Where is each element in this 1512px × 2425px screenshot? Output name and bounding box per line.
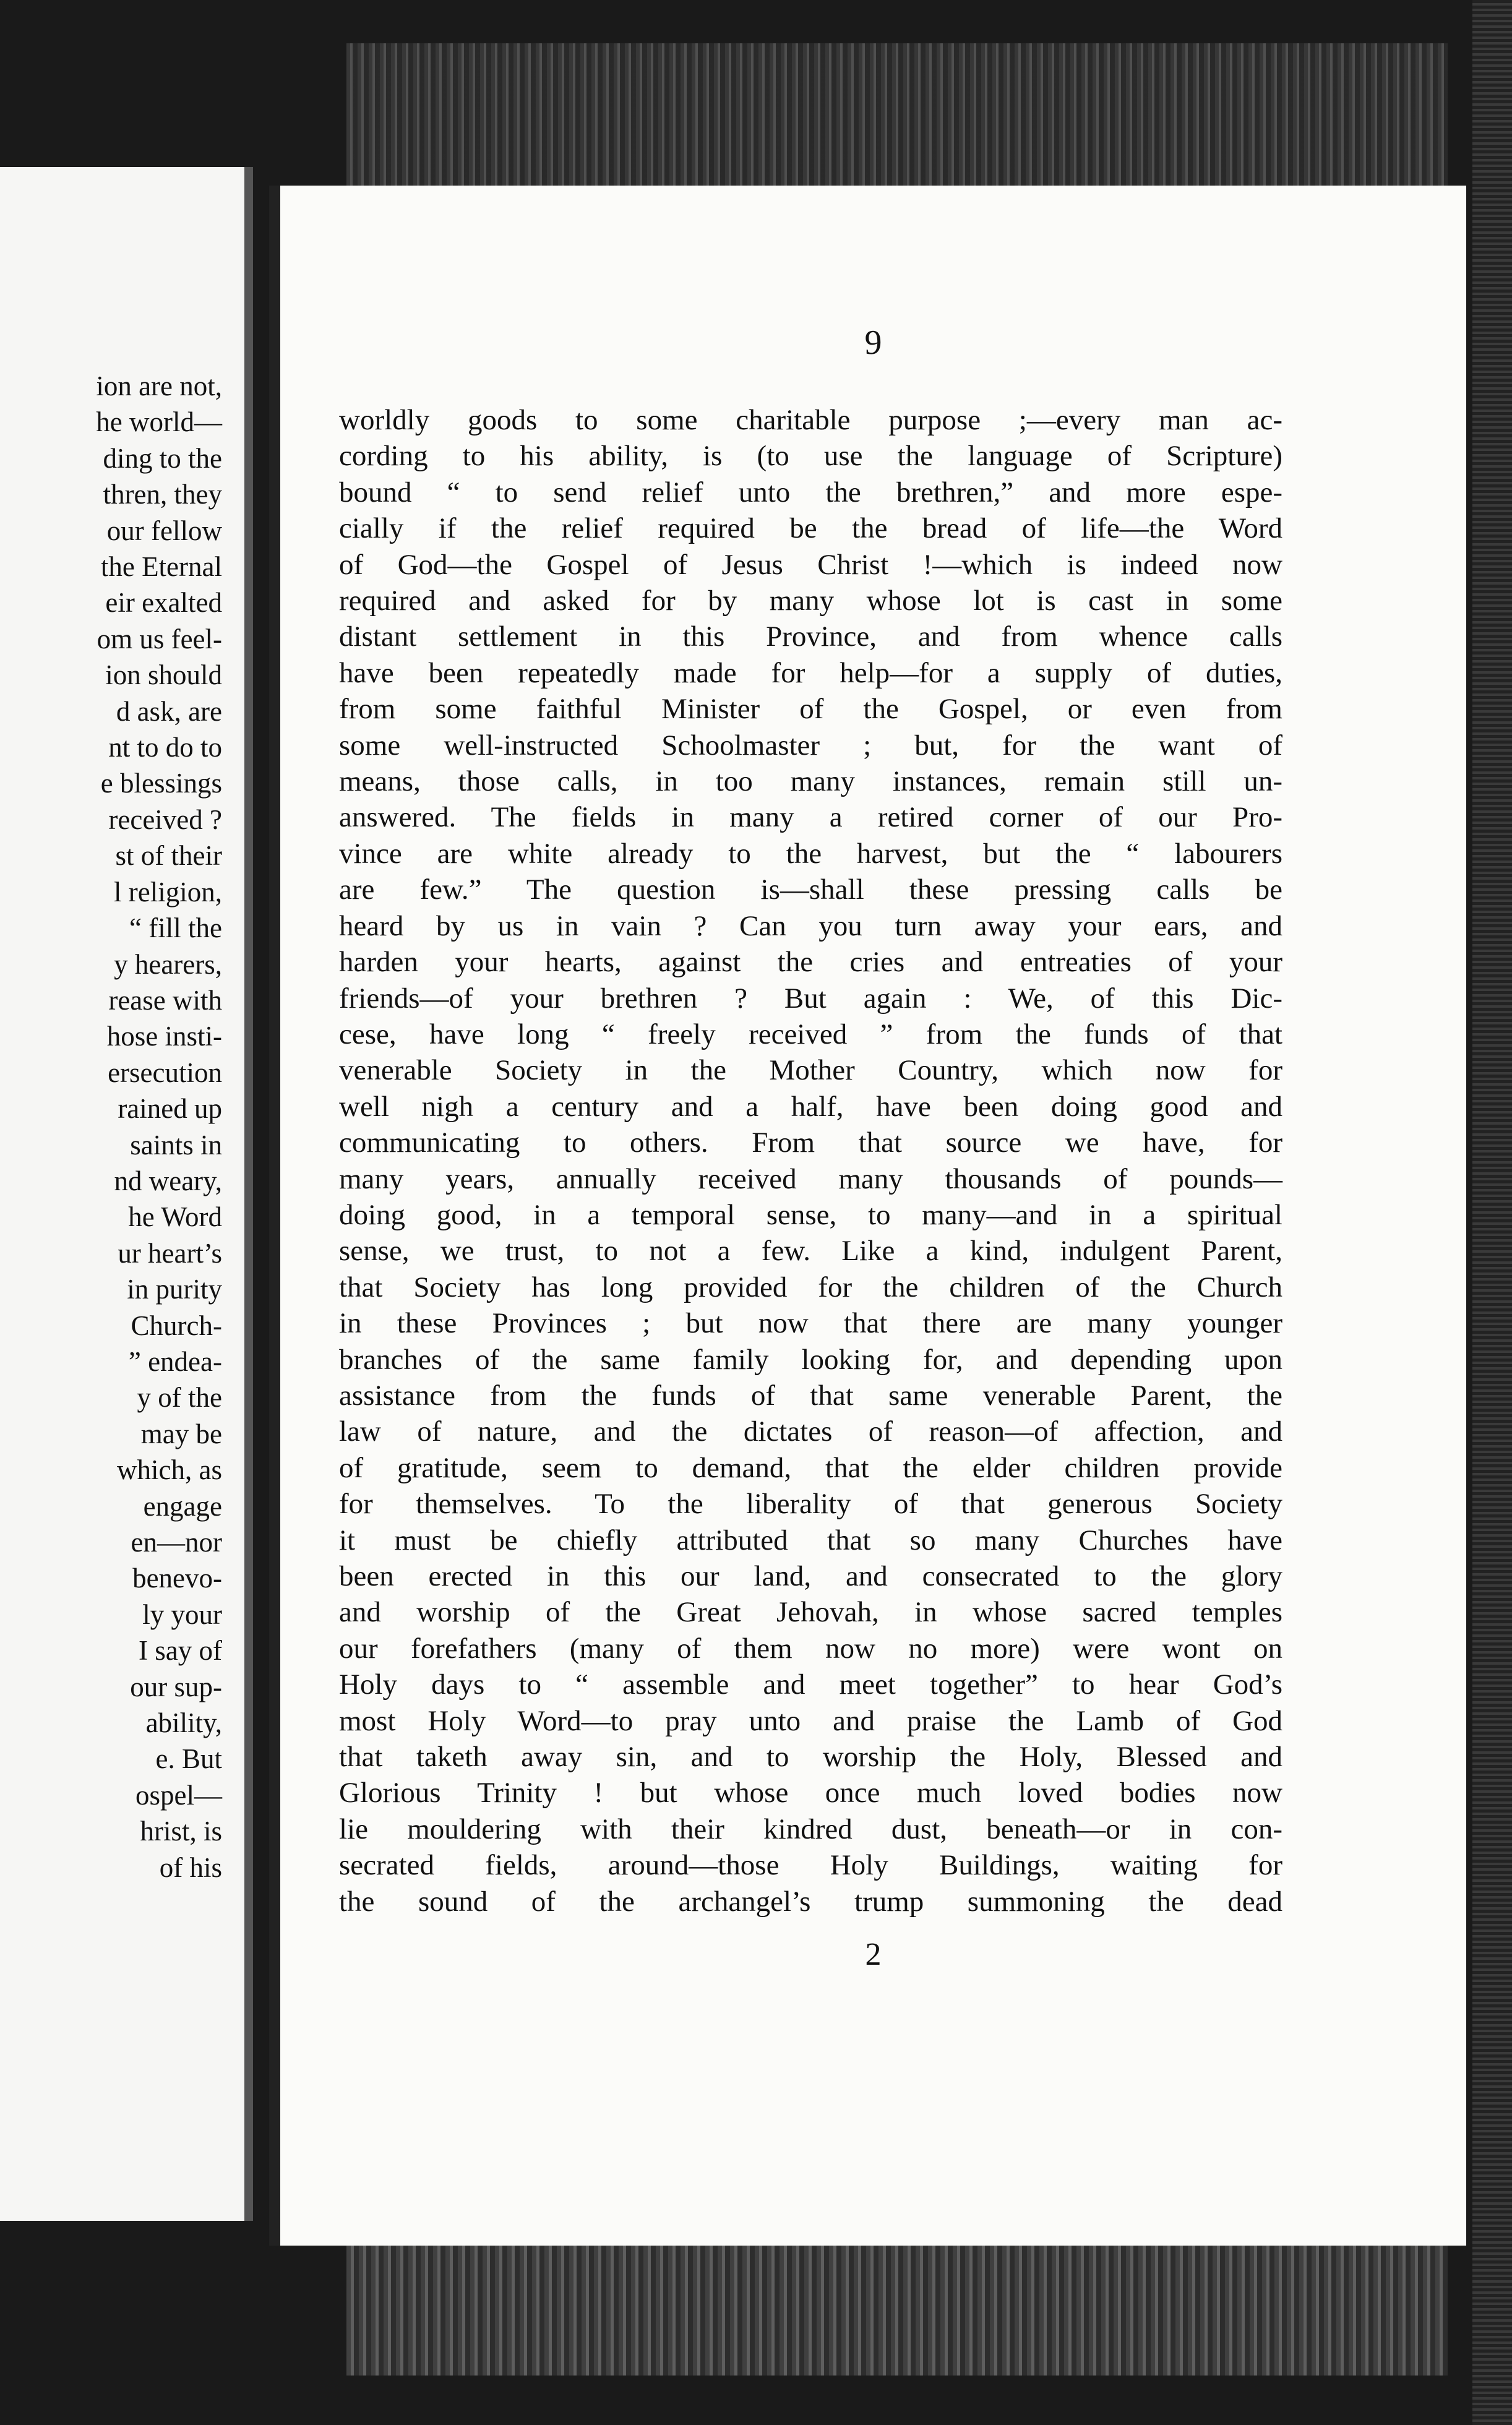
facing-text-line: which, as: [117, 1454, 222, 1486]
facing-text-line: ur heart’s: [118, 1237, 222, 1269]
facing-page-text: [96, 368, 222, 1886]
text-line: have been repeatedly made for help—for a supply of duties,: [339, 656, 1282, 689]
text-line: answered. The fields in many a retired corner of our Pro-: [339, 801, 1282, 834]
text-line: assistance from the funds of that same venerable Parent, the: [339, 1379, 1282, 1412]
facing-text-line: e. But: [155, 1743, 222, 1775]
text-line: bound “ to send relief unto the brethren,” and more espe-: [339, 476, 1282, 509]
text-line: secrated fields, around—those Holy Buildings, waiting for: [339, 1849, 1282, 1882]
facing-text-line: may be: [140, 1418, 222, 1449]
text-line: that Society has long provided for the children of the Church: [339, 1271, 1282, 1303]
text-line: law of nature, and the dictates of reason—of affection, and: [339, 1415, 1282, 1448]
text-line: venerable Society in the Mother Country, which now for: [339, 1054, 1282, 1087]
text-line: harden your hearts, against the cries and entreaties of your: [339, 946, 1282, 979]
facing-text-line: I say of: [139, 1635, 222, 1667]
text-line: required and asked for by many whose lot is cast in some: [339, 585, 1282, 617]
facing-text-line: the Eternal: [100, 551, 222, 583]
facing-page-left: [0, 167, 253, 2221]
text-line: of God—the Gospel of Jesus Christ !—which is indeed now: [339, 548, 1282, 581]
text-line: communicating to others. From that source we have, for: [339, 1127, 1282, 1159]
facing-text-line: nt to do to: [108, 732, 222, 763]
text-line: means, those calls, in too many instances, remain still un-: [339, 765, 1282, 798]
text-line: Holy days to “ assemble and meet together” to hear God’s: [339, 1668, 1282, 1701]
facing-text-line: ion should: [105, 659, 222, 691]
text-line: for themselves. To the liberality of that generous Society: [339, 1488, 1282, 1521]
facing-text-line: in purity: [127, 1274, 222, 1305]
text-line: our forefathers (many of them now no more) were wont on: [339, 1632, 1282, 1665]
text-line: cording to his ability, is (to use the language of Scripture): [339, 440, 1282, 473]
facing-text-line: e blessings: [100, 768, 222, 799]
facing-text-line: nd weary,: [114, 1165, 222, 1196]
facing-text-line: saints in: [130, 1129, 222, 1161]
facing-text-line: om us feel-: [97, 623, 222, 655]
book-page: [269, 186, 1466, 2246]
text-line: lie mouldering with their kindred dust, beneath—or in con-: [339, 1813, 1282, 1845]
text-line: cese, have long “ freely received ” from the funds of that: [339, 1018, 1282, 1050]
facing-text-line: en—nor: [131, 1527, 222, 1558]
facing-text-line: ospel—: [135, 1779, 222, 1811]
facing-text-line: our sup-: [130, 1671, 222, 1702]
text-line: heard by us in vain ? Can you turn away your ears, and: [339, 909, 1282, 942]
text-line: branches of the same family looking for, and depending upon: [339, 1343, 1282, 1376]
facing-text-line: of his: [159, 1852, 222, 1883]
facing-text-line: rease with: [108, 984, 222, 1016]
facing-text-line: hose insti-: [106, 1021, 222, 1052]
signature-mark: 2: [865, 1937, 882, 1972]
text-line: the sound of the archangel’s trump summoning the dead: [339, 1885, 1282, 1918]
facing-text-line: y hearers,: [114, 948, 222, 980]
text-line: are few.” The question is—shall these pressing calls be: [339, 873, 1282, 906]
text-line: Glorious Trinity ! but whose once much loved bodies now: [339, 1777, 1282, 1809]
page-number: 9: [864, 324, 882, 362]
text-line: friends—of your brethren ? But again : We, of this Dic-: [339, 982, 1282, 1015]
facing-text-line: l religion,: [114, 876, 222, 908]
facing-text-line: he world—: [96, 406, 222, 438]
text-line: from some faithful Minister of the Gospel, or even from: [339, 693, 1282, 726]
facing-text-line: rained up: [118, 1093, 222, 1125]
facing-text-line: Church-: [131, 1310, 222, 1341]
facing-text-line: ding to the: [103, 442, 222, 474]
facing-text-line: ion are not,: [96, 371, 222, 401]
text-line: sense, we trust, to not a few. Like a kind, indulgent Parent,: [339, 1235, 1282, 1268]
facing-text-line: y of the: [137, 1382, 222, 1414]
text-line: that taketh away sin, and to worship the Holy, Blessed and: [339, 1741, 1282, 1774]
facing-text-line: d ask, are: [116, 695, 222, 727]
facing-text-line: eir exalted: [105, 587, 222, 619]
page-body-text: [339, 402, 1282, 1920]
facing-text-line: received ?: [108, 804, 222, 835]
facing-text-line: “ fill the: [129, 912, 222, 944]
facing-text-line: engage: [143, 1490, 222, 1522]
text-line: some well-instructed Schoolmaster ; but, for the want of: [339, 729, 1282, 762]
facing-text-line: benevo-: [132, 1563, 222, 1594]
facing-text-line: ersecution: [108, 1057, 222, 1088]
facing-text-line: ability,: [145, 1707, 222, 1739]
text-line: distant settlement in this Province, and from whence calls: [339, 620, 1282, 653]
text-line: cially if the relief required be the bread of life—the Word: [339, 512, 1282, 545]
facing-text-line: st of their: [115, 840, 222, 872]
facing-text-line: hrist, is: [140, 1816, 222, 1847]
facing-text-line: ” endea-: [128, 1346, 222, 1377]
text-line: many years, annually received many thousands of pounds—: [339, 1162, 1282, 1195]
text-line: most Holy Word—to pray unto and praise the Lamb of God: [339, 1704, 1282, 1737]
scan-border-right: [1472, 0, 1512, 2425]
text-line: of gratitude, seem to demand, that the elder children provide: [339, 1451, 1282, 1484]
text-line: worldly goods to some charitable purpose ;—every man ac-: [339, 404, 1282, 436]
text-line: doing good, in a temporal sense, to many—and in a spiritual: [339, 1198, 1282, 1231]
facing-text-line: our fellow: [106, 515, 222, 546]
text-line: in these Provinces ; but now that there are many younger: [339, 1307, 1282, 1340]
text-line: well nigh a century and a half, have been doing good and: [339, 1090, 1282, 1123]
facing-text-line: thren, they: [103, 479, 222, 510]
text-line: been erected in this our land, and consecrated to the glory: [339, 1560, 1282, 1592]
text-line: it must be chiefly attributed that so many Churches have: [339, 1524, 1282, 1556]
facing-text-line: ly your: [142, 1599, 222, 1630]
text-line: vince are white already to the harvest, but the “ labourers: [339, 837, 1282, 870]
text-line: and worship of the Great Jehovah, in whose sacred temples: [339, 1596, 1282, 1629]
facing-text-line: he Word: [128, 1201, 222, 1233]
